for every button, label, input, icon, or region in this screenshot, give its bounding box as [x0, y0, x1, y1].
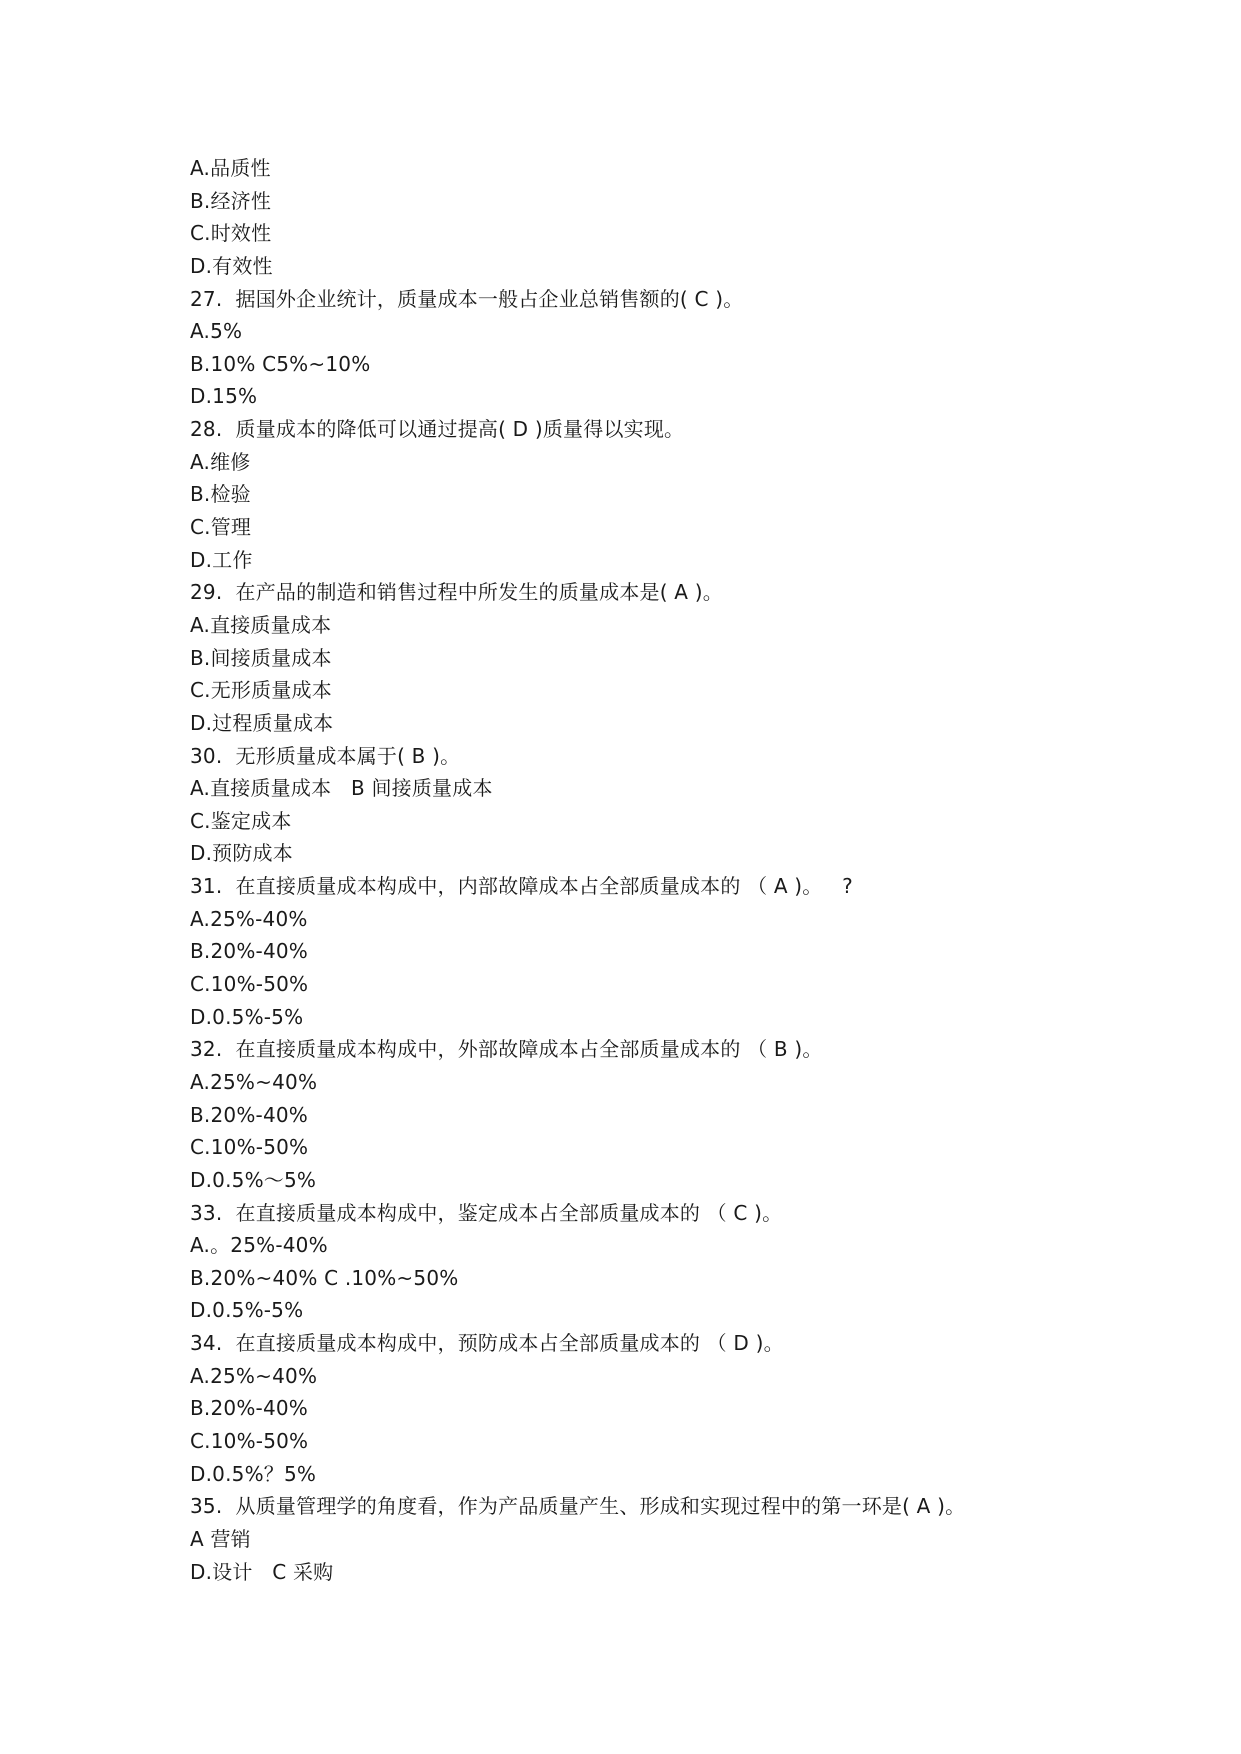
text-line: D.过程质量成本: [190, 710, 334, 735]
text-line: A 营销: [190, 1526, 251, 1551]
text-line: D.预防成本: [190, 841, 293, 866]
text-line: D.0.5%-5%: [190, 1298, 304, 1323]
text-line: C.10%-50%: [190, 972, 309, 997]
text-line: C.时效性: [190, 221, 272, 246]
text-line: A.品质性: [190, 156, 271, 180]
text-line: 35. 从质量管理学的角度看，作为产品质量产生、形成和实现过程中的第一环是( A )。: [190, 1494, 966, 1519]
text-line: 33. 在直接质量成本构成中，鉴定成本占全部质量成本的 （ C )。: [190, 1200, 783, 1225]
text-line: C.无形质量成本: [190, 678, 332, 703]
text-line: 32. 在直接质量成本构成中，外部故障成本占全部质量成本的 （ B )。: [190, 1037, 823, 1062]
text-line: D.0.5%-5%: [190, 1004, 304, 1029]
text-line: D.有效性: [190, 253, 273, 278]
text-line: C.管理: [190, 515, 252, 540]
text-line: A.直接质量成本: [190, 612, 332, 637]
text-line: 31. 在直接质量成本构成中，内部故障成本占全部质量成本的 （ A )。 ?: [190, 874, 853, 899]
text-line: A.5%: [190, 319, 243, 344]
text-line: C.鉴定成本: [190, 808, 292, 833]
text-line: A.25%-40%: [190, 906, 308, 931]
text-line: D.工作: [190, 547, 253, 572]
text-line: D.0.5%～5%: [190, 1167, 317, 1192]
text-line: D.设计 C 采购: [190, 1559, 334, 1584]
text-line: A.25%~40%: [190, 1363, 318, 1388]
text-line: A.维修: [190, 449, 251, 474]
text-line: B.20%~40% C .10%~50%: [190, 1265, 459, 1290]
text-line: 27. 据国外企业统计，质量成本一般占企业总销售额的( C )。: [190, 286, 744, 311]
text-line: B.检验: [190, 482, 251, 507]
text-line: B.间接质量成本: [190, 645, 332, 670]
text-line: A.。25%-40%: [190, 1233, 328, 1258]
text-line: 30. 无形质量成本属于( B )。: [190, 743, 461, 768]
text-line: B.10% C5%~10%: [190, 351, 371, 376]
text-line: D.15%: [190, 384, 258, 409]
text-line: B.经济性: [190, 188, 272, 213]
text-line: 29. 在产品的制造和销售过程中所发生的质量成本是( A )。: [190, 580, 723, 605]
text-line: 28. 质量成本的降低可以通过提高( D )质量得以实现。: [190, 417, 685, 442]
text-line: 34. 在直接质量成本构成中，预防成本占全部质量成本的 （ D )。: [190, 1331, 784, 1356]
text-line: B.20%-40%: [190, 1102, 309, 1127]
text-line: B.20%-40%: [190, 939, 309, 964]
text-line: C.10%-50%: [190, 1135, 309, 1160]
text-line: D.0.5%？5%: [190, 1461, 317, 1486]
text-line: B.20%-40%: [190, 1396, 309, 1421]
text-line: A.直接质量成本 B 间接质量成本: [190, 776, 493, 801]
text-line: C.10%-50%: [190, 1428, 309, 1453]
question-list: [190, 152, 1090, 1588]
text-line: A.25%~40%: [190, 1069, 318, 1094]
